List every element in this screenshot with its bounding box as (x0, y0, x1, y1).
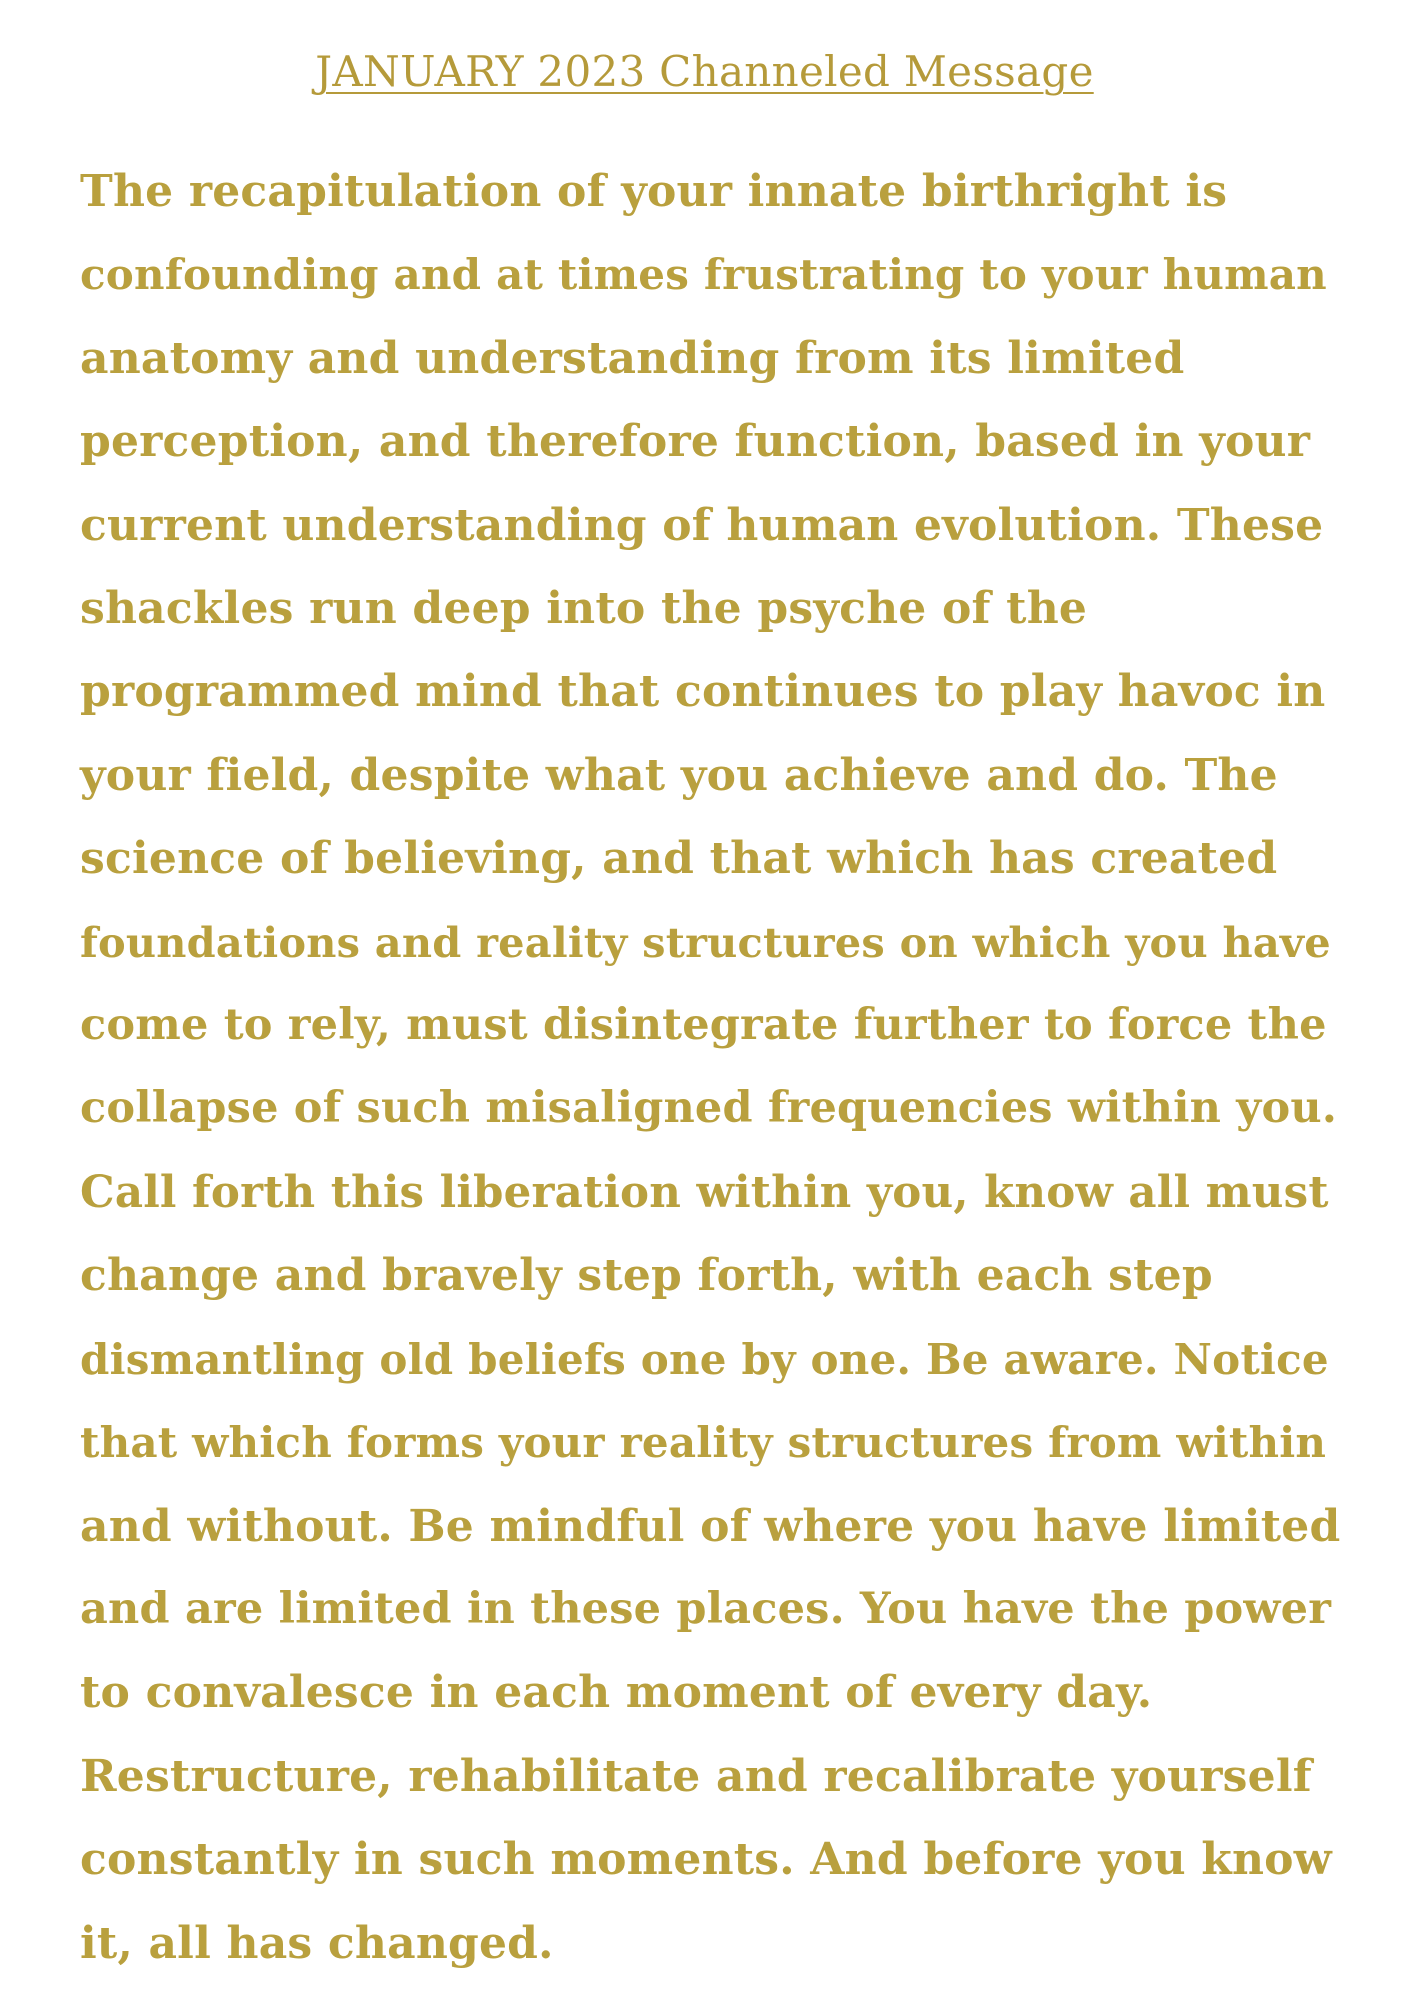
text-line: change and bravely step forth, with each step (80, 1250, 1213, 1302)
text-line: it, all has changed. (80, 1917, 554, 1969)
message-body (80, 150, 1340, 1985)
text-line: Call forth this liberation within you, know all must (80, 1166, 1329, 1218)
text-line: constantly in such moments. And before you know (80, 1834, 1332, 1886)
text-line: foundations and reality structures on which you have (80, 917, 1331, 967)
text-line: and without. Be mindful of where you have limited (80, 1500, 1341, 1552)
page-title: JANUARY 2023 Channeled Message (315, 47, 1094, 96)
text-line: anatomy and understanding from its limited (80, 332, 1185, 384)
text-line: collapse of such misaligned frequencies within you. (80, 1083, 1337, 1134)
text-line: programmed mind that continues to play havoc in (80, 666, 1326, 718)
text-line: Restructure, rehabilitate and recalibrate yourself (80, 1750, 1312, 1802)
text-line: come to rely, must disintegrate further to force the (80, 1000, 1327, 1051)
text-line: that which forms your reality structures from within (80, 1418, 1327, 1468)
text-line: to convalesce in each moment of every day. (80, 1667, 1153, 1719)
text-line: current understanding of human evolution. These (80, 499, 1324, 551)
text-line: perception, and therefore function, based in your (80, 416, 1311, 468)
text-line: shackles run deep into the psyche of the (80, 583, 1088, 635)
text-line: your field, despite what you achieve and do. The (80, 749, 1278, 801)
text-line: confounding and at times frustrating to your human (80, 250, 1327, 300)
text-line: science of believing, and that which has created (80, 833, 1278, 885)
text-line: The recapitulation of your innate birthright is (80, 166, 1228, 217)
text-line: and are limited in these places. You have the power (80, 1583, 1332, 1634)
text-line: dismantling old beliefs one by one. Be aware. Notice (80, 1334, 1329, 1384)
